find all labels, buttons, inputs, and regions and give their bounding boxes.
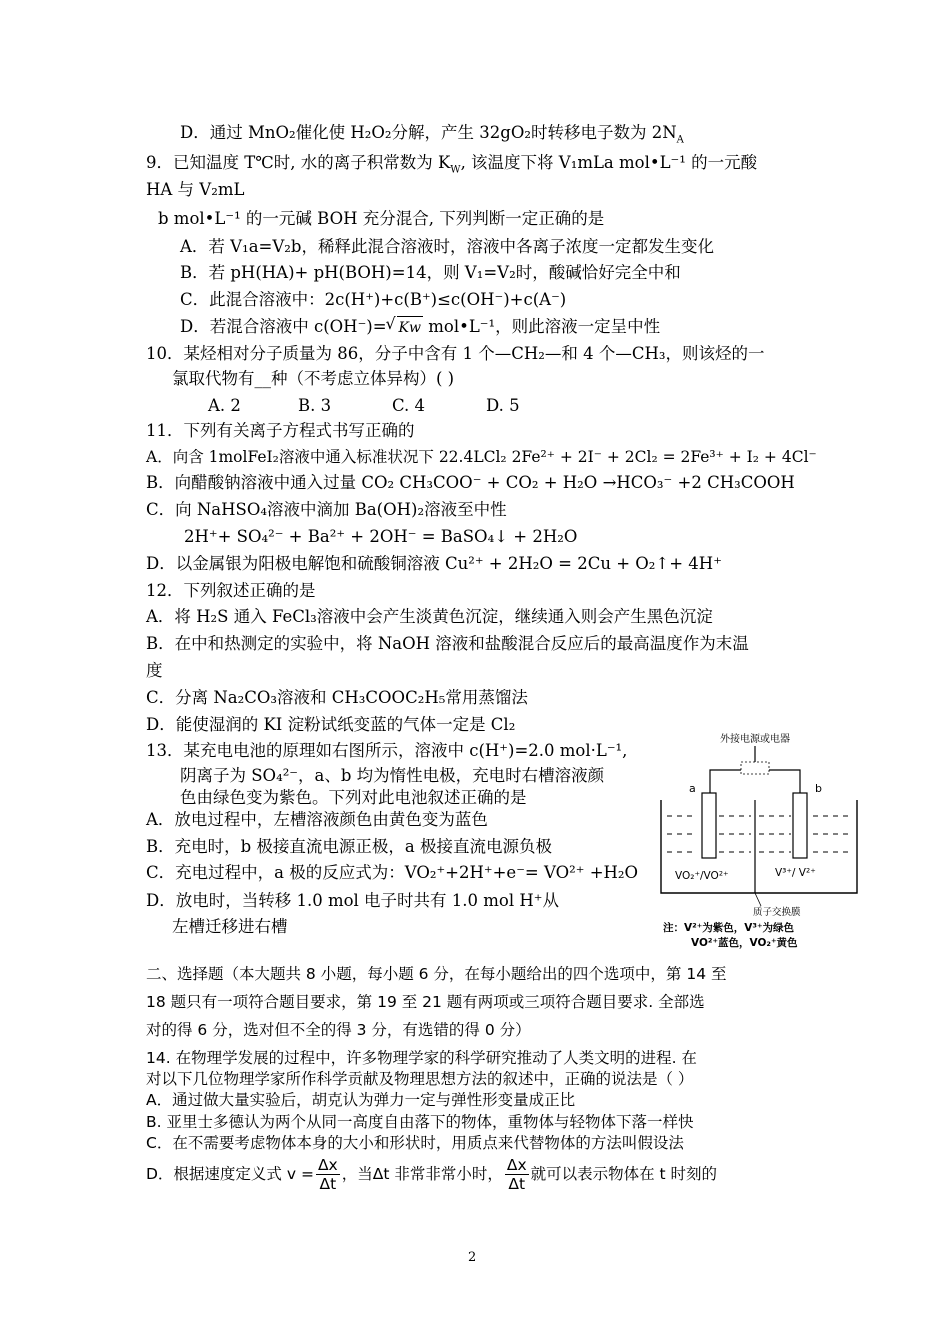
q12-option-a: A．将 H₂S 通入 FeCl₃溶液中会产生淡黄色沉淀，继续通入则会产生黑色沉淀	[146, 607, 713, 626]
electrode-b	[793, 793, 807, 858]
q12-option-d: D．能使湿润的 KI 淀粉试纸变蓝的气体一定是 Cl₂	[146, 715, 516, 734]
q10-option-d: D. 5	[486, 396, 520, 415]
q11-option-d: D．以金属银为阳极电解饱和硫酸铜溶液 Cu²⁺ + 2H₂O = 2Cu + O₂↑+ 4H⁺	[146, 554, 722, 573]
q10-option-a: A. 2	[208, 396, 241, 415]
q8-option-d: D．通过 MnO₂催化使 H₂O₂分解，产生 32gO₂时转移电子数为 $2N_A$	[180, 123, 684, 146]
q11-option-c-equation: 2H⁺+ SO₄²⁻ + Ba²⁺ + 2OH⁻ = BaSO₄↓ + 2H₂O	[184, 527, 578, 546]
fig-note-2: VO²⁺蓝色，VO₂⁺黄色	[691, 937, 798, 949]
q12-option-c: C．分离 Na₂CO₃溶液和 CH₃COOC₂H₅常用蒸馏法	[146, 688, 528, 707]
q9-option-b: B．若 pH(HA)+ pH(BOH)=14，则 V₁=V₂时，酸碱恰好完全中和	[180, 263, 681, 282]
q9-stem-3: b mol•L⁻¹ 的一元碱 BOH 充分混合, 下列判断一定正确的是	[158, 209, 605, 228]
q13-option-a: A．放电过程中，左槽溶液颜色由黄色变为蓝色	[146, 810, 488, 829]
sqrt-kw: √ Kw	[397, 316, 423, 339]
label-b: b	[815, 782, 822, 795]
q11-option-b: B．向醋酸钠溶液中通入过量 CO₂ CH₃COO⁻ + CO₂ + H₂O →HCO₃⁻ +2 CH₃COOH	[146, 473, 795, 492]
q14-option-c: C．在不需要考虑物体本身的大小和形状时，用质点来代替物体的方法叫假设法	[146, 1134, 684, 1152]
q13-stem-3: 色由绿色变为紫色。下列对此电池叙述正确的是	[180, 788, 527, 807]
q14-option-b: B. 亚里士多德认为两个从同一高度自由落下的物体，重物体与轻物体下落一样快	[146, 1113, 694, 1131]
q13-option-c: C．充电过程中，a 极的反应式为：VO₂⁺+2H⁺+e⁻= VO²⁺ +H₂O	[146, 863, 639, 882]
electrode-a	[702, 793, 716, 858]
q10-stem-2: 氯取代物有__种（不考虑立体异构）( )	[172, 369, 455, 388]
q14-option-a: A．通过做大量实验后，胡克认为弹力一定与弹性形变量成正比	[146, 1091, 576, 1109]
q9-option-a: A．若 V₁a=V₂b，稀释此混合溶液时，溶液中各离子浓度一定都发生变化	[180, 237, 714, 256]
section2-heading-1: 二、选择题（本大题共 8 小题，每小题 6 分，在每小题给出的四个选项中，第 14 至	[146, 965, 727, 983]
q13-stem-2: 阴离子为 SO₄²⁻，a、b 均为惰性电极，充电时右槽溶液颜	[180, 766, 605, 785]
q11-option-c: C．向 NaHSO₄溶液中滴加 Ba(OH)₂溶液至中性	[146, 500, 507, 519]
q12-option-b: B．在中和热测定的实验中，将 NaOH 溶液和盐酸混合反应后的最高温度作为末温	[146, 634, 749, 653]
q14-option-d: D．根据速度定义式 v = $\frac{\Delta x}{\Delta t}$ ，当Δt 非常非常小时， $\frac{\Delta x}{\Delta t}$ 就可以表示物体在 t 时刻的	[146, 1156, 718, 1193]
membrane-label: 质子交换膜	[753, 907, 801, 918]
left-solution: VO₂⁺/VO²⁺	[675, 870, 729, 882]
q10-option-c: C. 4	[392, 396, 426, 415]
q11-option-a: A．向含 1molFeI₂溶液中通入标准状况下 22.4LCl₂ 2Fe²⁺ + 2I⁻ + 2Cl₂ = 2Fe³⁺ + I₂ + 4Cl⁻	[146, 448, 817, 466]
fig-note-1: 注：V²⁺为紫色，V³⁺为绿色	[663, 922, 795, 934]
q12-option-b-cont: 度	[146, 661, 163, 680]
q13-option-d-cont: 左槽迁移进右槽	[172, 917, 288, 936]
section2-heading-2: 18 题只有一项符合题目要求，第 19 至 21 题有两项或三项符合题目要求. 全部选	[146, 993, 705, 1011]
q10-stem-1: 10．某烃相对分子质量为 86，分子中含有 1 个—CH₂—和 4 个—CH₃，则该烃的一	[146, 344, 765, 363]
right-solution: V³⁺/ V²⁺	[775, 867, 816, 879]
page-number: 2	[468, 1250, 477, 1265]
q13-option-d: D．放电时，当转移 1.0 mol 电子时共有 1.0 mol H⁺从	[146, 891, 559, 910]
q9-stem-2: HA 与 V₂mL	[146, 180, 245, 199]
q10-option-b: B. 3	[298, 396, 332, 415]
fraction-dx-dt-2: $\frac{\Delta x}{\Delta t}$	[506, 1156, 527, 1193]
q9-option-d: D．若混合溶液中 c(OH⁻)=√ Kw mol•L⁻¹，则此溶液一定呈中性	[180, 316, 660, 339]
fraction-dx-dt: $\frac{\Delta x}{\Delta t}$	[317, 1156, 338, 1193]
section2-heading-3: 对的得 6 分，选对但不全的得 3 分，有选错的得 0 分）	[146, 1021, 531, 1039]
q9-stem-1: 9．已知温度 T℃时, 水的离子积常数为 $K_W$, 该温度下将 V₁mLa mol•L⁻¹ 的一元酸	[146, 153, 758, 176]
label-a: a	[689, 782, 696, 795]
q11-stem: 11．下列有关离子方程式书写正确的	[146, 421, 415, 440]
q14-stem-1: 14. 在物理学发展的过程中，许多物理学家的科学研究推动了人类文明的进程. 在	[146, 1049, 697, 1067]
q13-option-b: B．充电时，b 极接直流电源正极，a 极接直流电源负极	[146, 837, 553, 856]
q12-stem: 12．下列叙述正确的是	[146, 581, 316, 600]
battery-diagram	[655, 728, 865, 953]
q14-stem-2: 对以下几位物理学家所作科学贡献及物理思想方法的叙述中，正确的说法是（ ）	[146, 1070, 694, 1088]
q9-option-c: C．此混合溶液中：2c(H⁺)+c(B⁺)≤c(OH⁻)+c(A⁻)	[180, 290, 567, 309]
q13-stem-1: 13．某充电电池的原理如右图所示，溶液中 c(H⁺)=2.0 mol·L⁻¹,	[146, 741, 628, 760]
fig-title: 外接电源或电器	[720, 734, 790, 745]
